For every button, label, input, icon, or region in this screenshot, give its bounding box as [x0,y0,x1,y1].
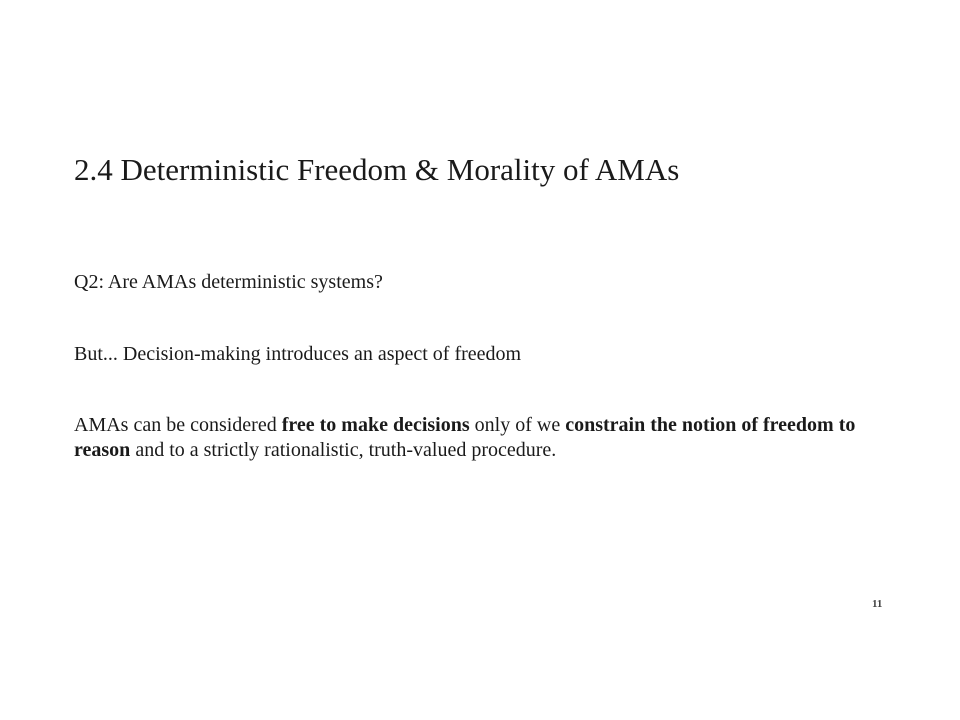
statement-text-3: and to a strictly rationalistic, truth-valued procedure. [130,439,557,461]
statement-text-2: only of we [469,414,566,436]
slide-title: 2.4 Deterministic Freedom & Morality of AMAs [74,152,680,187]
statement-bold-1: free to make decisions [281,414,470,436]
statement-bold-2: constrain the notion of freedom to reason [74,414,856,461]
statement-text-1: AMAs can be considered [74,414,282,436]
page-number: 11 [872,598,883,610]
statement-paragraph [74,413,874,463]
question-text: Q2: Are AMAs deterministic systems? [74,271,383,293]
decision-making-text: But... Decision-making introduces an aspect of freedom [74,343,522,365]
